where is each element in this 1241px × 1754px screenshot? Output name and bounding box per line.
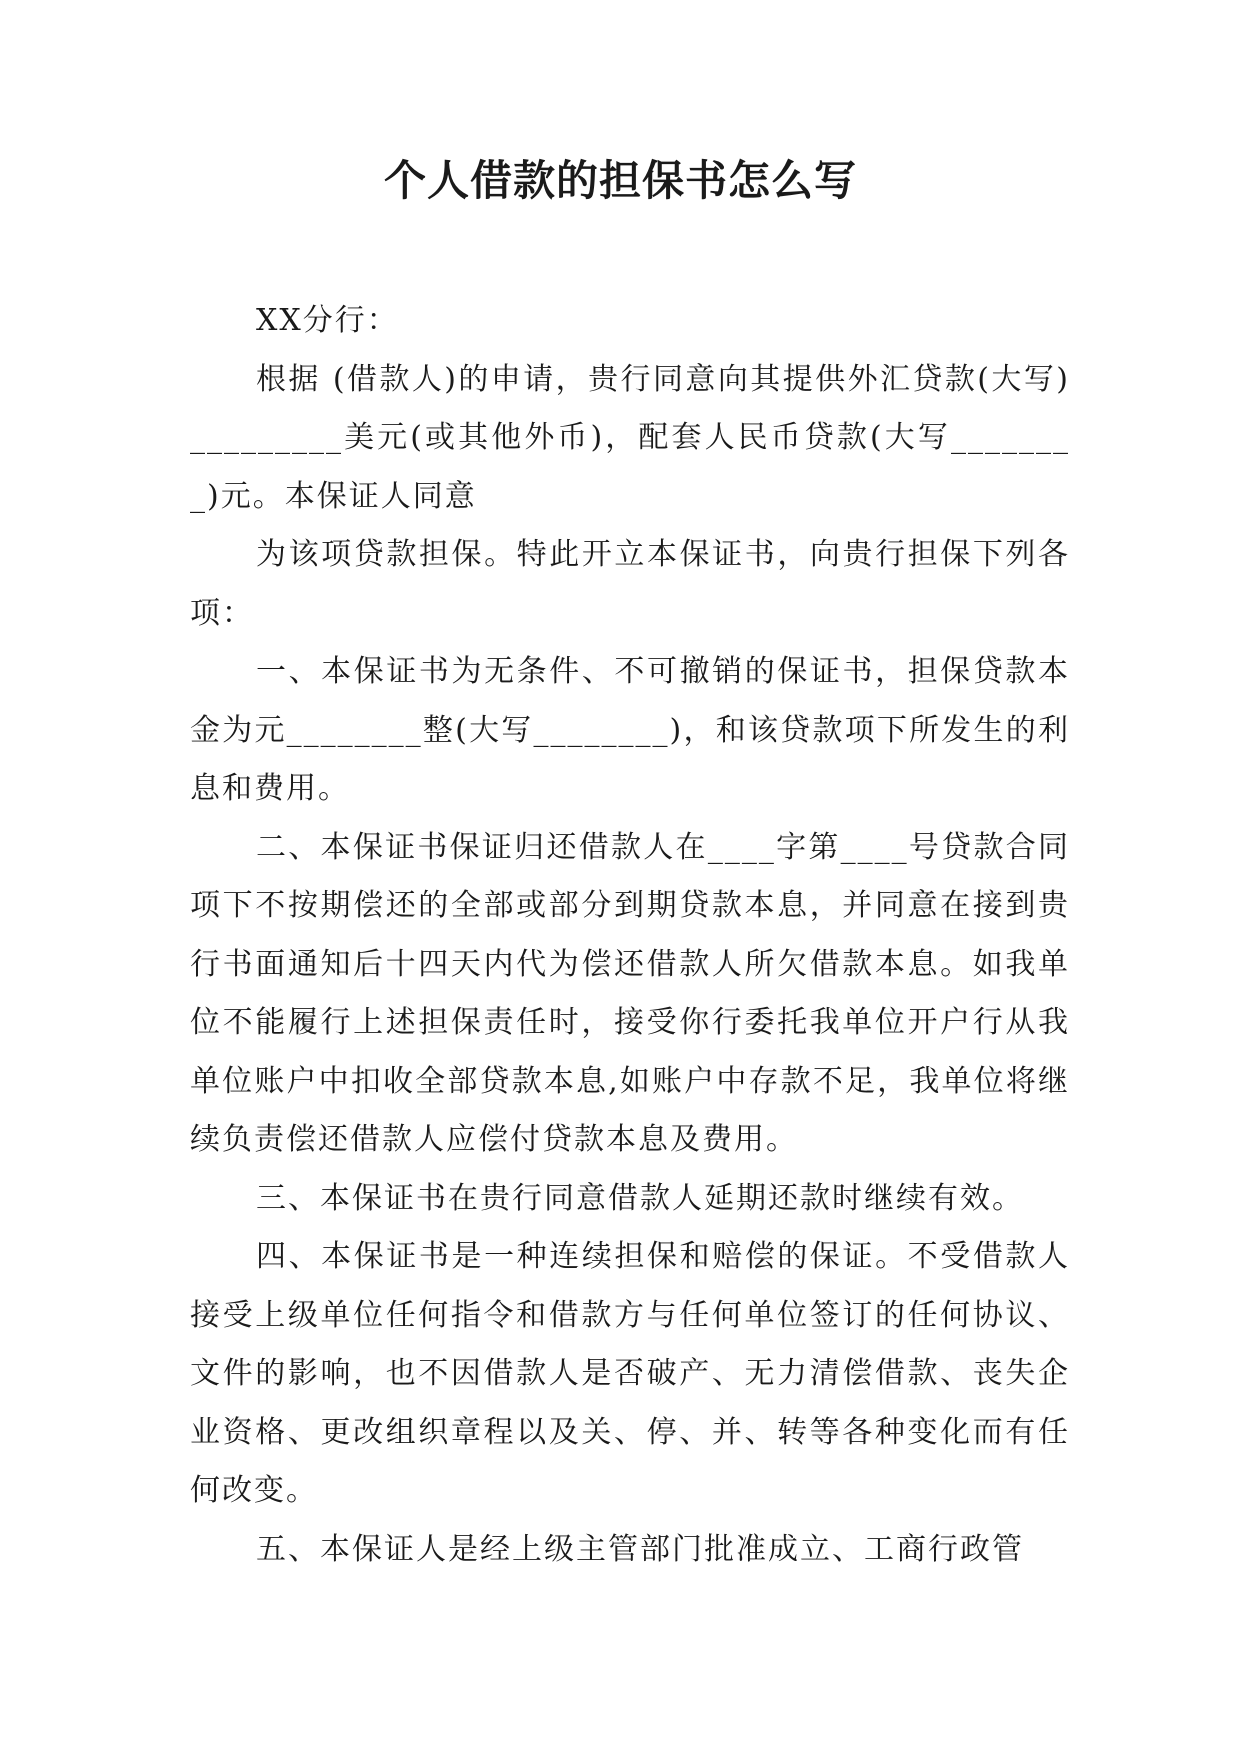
clause-2: 二、本保证书保证归还借款人在____字第____号贷款合同项下不按期偿还的全部或部分到期贷款本息，并同意在接到贵行书面通知后十四天内代为偿还借款人所欠借款本息。如我单位不能履行上述担保责任时，接受你行委托我单位开户行从我单位账户中扣收全部贷款本息,如账户中存款不足，我单位将继续负责偿还借款人应偿付贷款本息及费用。 — [190, 829, 1070, 1157]
clause-5: 五、本保证人是经上级主管部门批准成立、工商行政管 — [256, 1531, 1024, 1567]
clause-3: 三、本保证书在贵行同意借款人延期还款时继续有效。 — [256, 1180, 1024, 1216]
clause-4: 四、本保证书是一种连续担保和赔偿的保证。不受借款人接受上级单位任何指令和借款方与任何单位签订的任何协议、文件的影响，也不因借款人是否破产、无力清偿借款、丧失企业资格、更改组织章程以及关、停、并、转等各种变化而有任何改变。 — [190, 1239, 1070, 1508]
document-body — [190, 292, 1070, 1579]
clause-1: 一、本保证书为无条件、不可撤销的保证书，担保贷款本金为元________整(大写________)，和该贷款项下所发生的利息和费用。 — [190, 654, 1070, 806]
paragraph-intro: 根据 (借款人)的申请，贵行同意向其提供外汇贷款(大写)_________美元(或其他外币)，配套人民币贷款(大写________)元。本保证人同意 — [190, 361, 1070, 514]
paragraph-intro-continued: 为该项贷款担保。特此开立本保证书，向贵行担保下列各项： — [190, 537, 1070, 631]
document-title: 个人借款的担保书怎么写 — [383, 156, 857, 205]
salutation: XX分行： — [256, 303, 399, 338]
